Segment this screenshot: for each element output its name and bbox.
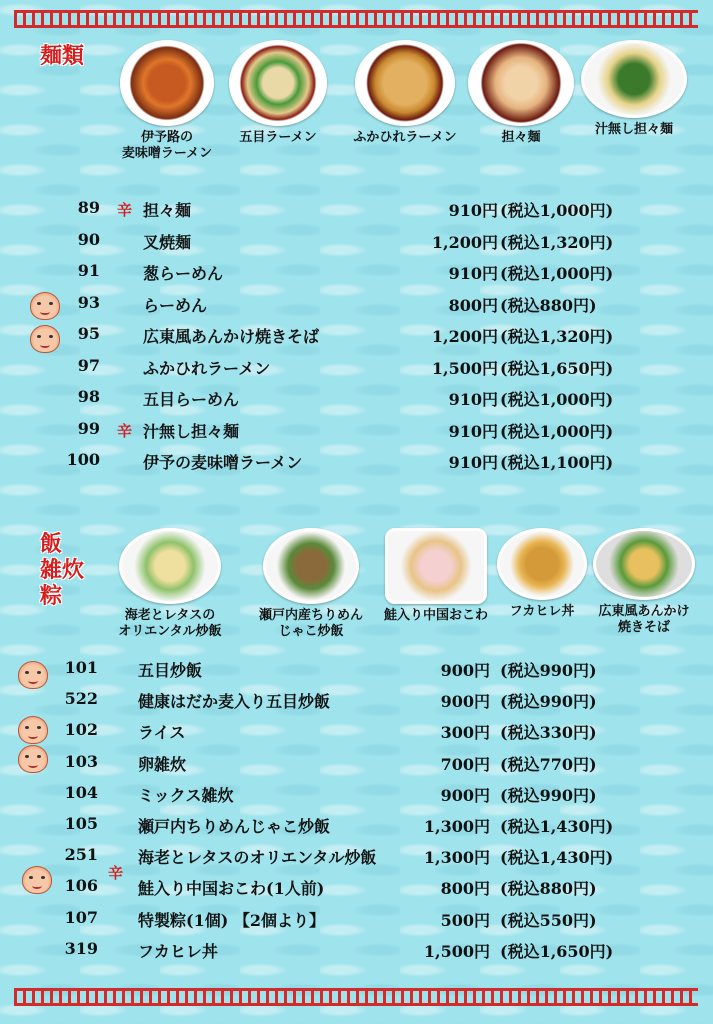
mascot-face-icon <box>18 745 48 773</box>
item-number: 251 <box>64 845 98 865</box>
item-price-tax: (税込990円) <box>500 785 597 805</box>
item-price: 800円 <box>440 879 490 899</box>
item-number: 101 <box>64 658 98 677</box>
item-price-tax: (税込1,320円) <box>500 232 614 252</box>
photo-caption: 麦味噌ラーメン <box>121 146 213 162</box>
item-name: 伊予の麦味噌ラーメン <box>143 453 303 472</box>
item-name: 瀬戸内ちりめんじゃこ炒飯 <box>138 817 331 836</box>
item-number: 105 <box>64 814 98 833</box>
item-number: 90 <box>77 229 100 249</box>
item-name: 叉焼麺 <box>143 232 192 252</box>
item-name: 特製粽(1個) 【2個より】 <box>138 910 325 930</box>
item-price: 910円 <box>448 201 498 220</box>
bottom-border <box>14 988 698 1006</box>
item-price-tax: (税込1,320円) <box>500 327 614 346</box>
dish-image <box>120 40 214 126</box>
photo-caption: 海老とレタスの <box>124 608 216 623</box>
item-name: 卵雑炊 <box>138 754 187 774</box>
noodles-heading: 麺類 <box>40 43 85 69</box>
dish-image <box>593 528 695 600</box>
item-name: 担々麺 <box>143 201 192 220</box>
item-price: 910円 <box>448 264 498 283</box>
photo-gomoku-ramen <box>226 40 330 146</box>
item-number: 104 <box>64 782 98 802</box>
top-border <box>14 10 698 28</box>
photo-caption: ふかひれラーメン <box>353 130 457 145</box>
mascot-face-icon <box>18 716 48 744</box>
item-name: 鮭入り中国おこわ(1人前) <box>138 879 325 899</box>
item-name: 広東風あんかけ焼きそば <box>143 327 320 346</box>
item-number: 319 <box>64 938 98 958</box>
menu-item-row <box>0 752 713 782</box>
dish-image <box>497 528 587 600</box>
photo-caption: 伊予路の <box>140 130 193 145</box>
item-number: 93 <box>77 292 100 312</box>
menu-item-row <box>0 689 713 719</box>
item-price: 700円 <box>440 754 490 774</box>
photo-shirunashi-tantanmen <box>580 40 688 138</box>
item-name: 五目らーめん <box>143 390 240 409</box>
item-price: 1,200円 <box>431 327 498 346</box>
item-price: 1,500円 <box>423 941 490 961</box>
menu-item-row <box>0 908 713 938</box>
dish-image <box>581 40 687 118</box>
menu-item-row <box>0 356 713 386</box>
item-price: 1,300円 <box>423 817 490 836</box>
item-number: 99 <box>77 418 100 438</box>
item-price: 1,500円 <box>431 358 498 378</box>
photo-caption: 焼きそば <box>617 620 670 636</box>
photo-tantanmen <box>466 40 576 146</box>
item-price: 900円 <box>440 661 490 680</box>
menu-item-row <box>0 261 713 291</box>
item-price-tax: (税込1,000円) <box>500 264 614 283</box>
photo-caption: 広東風あんかけ <box>598 604 690 619</box>
menu-item-row <box>0 324 713 354</box>
item-price: 910円 <box>448 390 498 409</box>
menu-item-row <box>0 198 713 228</box>
photo-salmon-okowa <box>376 528 496 624</box>
item-price-tax: (税込880円) <box>500 879 597 899</box>
item-name: ふかひれラーメン <box>143 358 271 378</box>
item-price-tax: (税込990円) <box>500 661 597 680</box>
item-price-tax: (税込770円) <box>500 754 597 774</box>
item-price: 300円 <box>440 723 490 743</box>
item-price: 910円 <box>448 453 498 472</box>
item-number: 95 <box>77 324 100 343</box>
menu-item-row <box>0 814 713 844</box>
rice-heading-line: 飯 <box>40 531 63 557</box>
item-name: フカヒレ丼 <box>138 941 218 961</box>
photo-caption: オリエンタル炒飯 <box>118 624 222 640</box>
dish-image <box>229 40 327 126</box>
item-price: 900円 <box>440 692 490 712</box>
item-number: 522 <box>64 689 98 709</box>
item-number: 98 <box>77 387 100 406</box>
photo-caption: フカヒレ丼 <box>509 604 575 619</box>
menu-item-row <box>0 876 713 906</box>
photo-caption: 鮭入り中国おこわ <box>383 608 488 623</box>
photo-chirimen-fried-rice <box>248 528 374 641</box>
rice-heading-line: 粽 <box>40 582 63 609</box>
rice-heading <box>40 532 84 610</box>
photo-miso-ramen <box>108 40 226 163</box>
mascot-face-icon <box>30 325 60 353</box>
item-price-tax: (税込1,000円) <box>500 421 614 441</box>
menu-item-row <box>0 419 713 449</box>
item-number: 100 <box>66 450 100 469</box>
item-price-tax: (税込1,100円) <box>500 453 614 472</box>
photo-cantonese-yakisoba <box>588 528 700 637</box>
photo-fukahire-ramen <box>342 40 468 146</box>
item-number: 107 <box>64 907 98 927</box>
item-number: 103 <box>64 751 98 771</box>
dish-image <box>263 528 359 604</box>
photo-fukahire-don <box>496 528 588 620</box>
menu-item-row <box>0 783 713 813</box>
photo-caption: 担々麺 <box>501 130 541 145</box>
item-name: 五目炒飯 <box>138 661 203 680</box>
item-price: 800円 <box>448 295 498 315</box>
dish-image <box>385 528 487 604</box>
item-price: 1,300円 <box>423 848 490 868</box>
item-price: 910円 <box>448 421 498 441</box>
mascot-face-icon <box>30 292 60 320</box>
dish-image <box>119 528 221 604</box>
spicy-mark: 辛 <box>117 421 133 440</box>
menu-item-row <box>0 939 713 969</box>
menu-item-row <box>0 658 713 688</box>
mascot-face-icon <box>18 661 48 689</box>
rice-heading-line: 雑炊 <box>40 556 85 583</box>
menu-item-row <box>0 845 713 875</box>
photo-caption: 瀬戸内産ちりめん <box>258 608 363 623</box>
item-price-tax: (税込990円) <box>500 692 597 712</box>
spicy-mark: 辛 <box>108 864 124 882</box>
menu-item-row <box>0 450 713 480</box>
item-price-tax: (税込330円) <box>500 723 597 743</box>
item-price-tax: (税込550円) <box>500 910 597 930</box>
item-number: 106 <box>64 876 98 896</box>
photo-caption: じゃこ炒飯 <box>278 624 344 640</box>
item-price-tax: (税込1,430円) <box>500 848 614 868</box>
item-name: 汁無し担々麺 <box>143 421 240 441</box>
item-name: 葱らーめん <box>143 264 224 283</box>
item-number: 102 <box>64 720 98 740</box>
item-price: 900円 <box>440 785 490 805</box>
spicy-mark: 辛 <box>117 201 133 219</box>
item-price-tax: (税込880円) <box>500 295 597 315</box>
menu-item-row <box>0 293 713 323</box>
photo-oriental-fried-rice <box>108 528 232 641</box>
item-price: 500円 <box>440 910 490 930</box>
menu-item-row <box>0 387 713 417</box>
mascot-face-icon <box>22 866 52 894</box>
item-name: ライス <box>138 723 186 743</box>
item-price-tax: (税込1,000円) <box>500 390 614 409</box>
item-number: 89 <box>77 198 100 217</box>
item-number: 97 <box>77 355 100 375</box>
item-name: らーめん <box>143 295 208 315</box>
item-name: 海老とレタスのオリエンタル炒飯 <box>138 848 377 868</box>
item-price: 1,200円 <box>431 232 498 252</box>
item-name: 健康はだか麦入り五目炒飯 <box>138 692 331 712</box>
item-name: ミックス雑炊 <box>138 785 234 805</box>
item-number: 91 <box>77 261 100 280</box>
item-price-tax: (税込1,650円) <box>500 358 614 378</box>
item-price-tax: (税込1,430円) <box>500 817 614 836</box>
photo-caption: 汁無し担々麺 <box>594 122 673 137</box>
item-price-tax: (税込1,650円) <box>500 941 614 961</box>
item-price-tax: (税込1,000円) <box>500 201 614 220</box>
photo-caption: 五目ラーメン <box>239 130 317 145</box>
menu-item-row <box>0 230 713 260</box>
dish-image <box>468 40 574 126</box>
dish-image <box>355 40 455 126</box>
menu-item-row <box>0 720 713 750</box>
